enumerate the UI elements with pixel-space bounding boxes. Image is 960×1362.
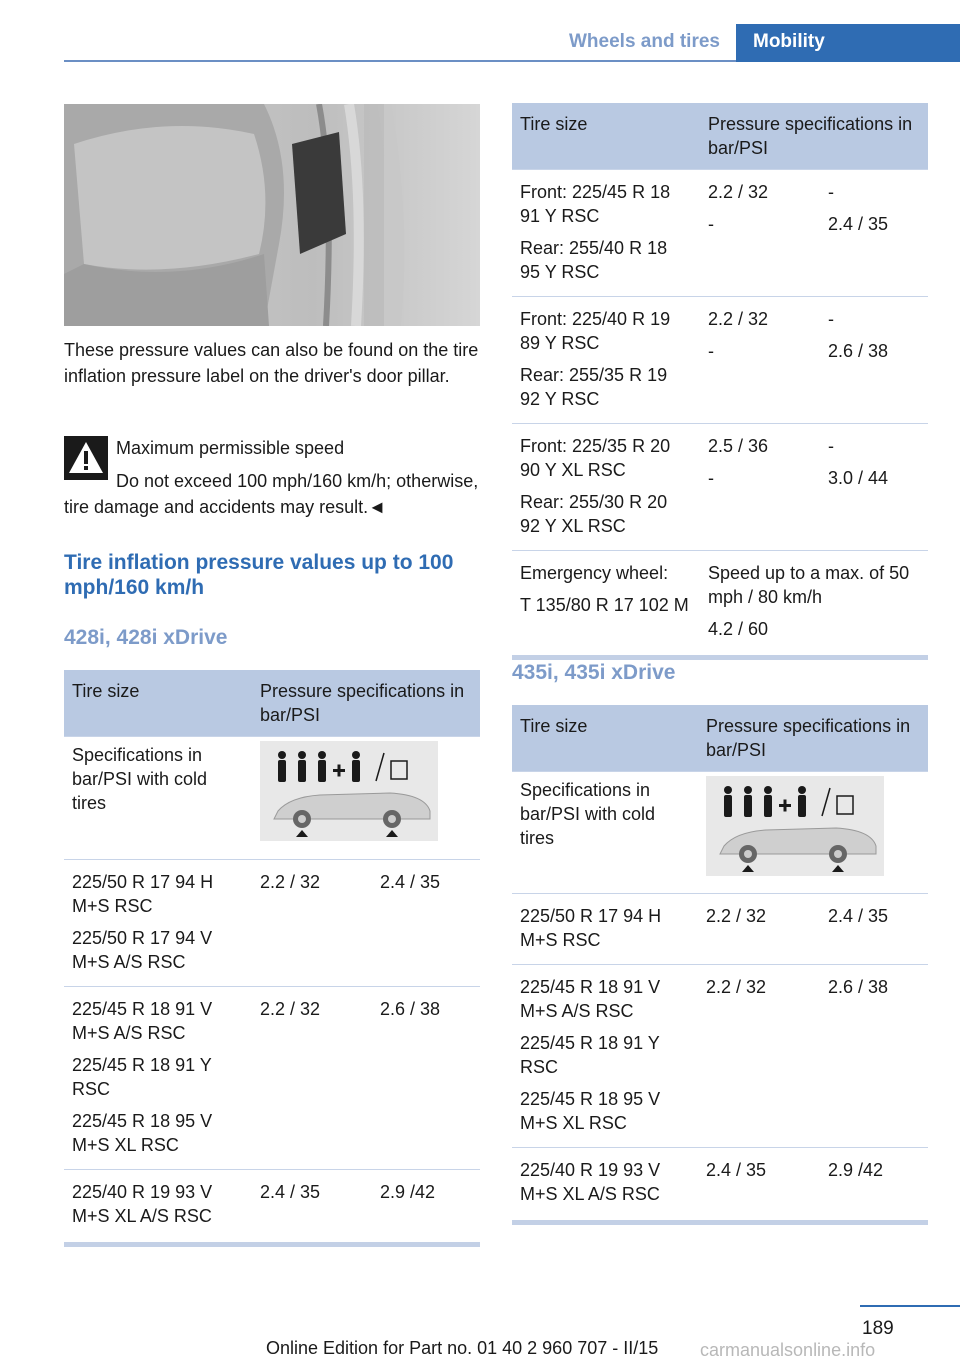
- page-number: 189: [862, 1318, 894, 1339]
- col-header-pressure: Pressure specifications in bar/PSI: [252, 670, 480, 737]
- table-row: 225/50 R 17 94 H M+S RSC 225/50 R 17 94 V M+S A/S RSC 2.2 / 32 2.4 / 35: [64, 860, 480, 987]
- load-pictogram: [706, 776, 884, 876]
- warning-text: Do not exceed 100 mph/160 km/h; otherwise, tire damage and accidents may result.◄: [64, 471, 479, 517]
- door-pillar-photo: [64, 104, 480, 326]
- pressure-table-428: [64, 670, 480, 1247]
- watermark: carmanualsonline.info: [700, 1340, 876, 1360]
- table-end-rule: [64, 1242, 480, 1247]
- col-header-pressure: Pressure specifications in bar/PSI: [698, 705, 928, 772]
- table-row: 225/45 R 18 91 V M+S A/S RSC 225/45 R 18 91 Y RSC 225/45 R 18 95 V M+S XL RSC 2.2 / 32 2.6 / 38: [512, 965, 928, 1148]
- table-end-rule: [512, 1220, 928, 1225]
- table-row: 225/45 R 18 91 V M+S A/S RSC 225/45 R 18 91 Y RSC 225/45 R 18 95 V M+S XL RSC 2.2 / 32 2.6 / 38: [64, 987, 480, 1170]
- table-row: Front: 225/35 R 20 90 Y XL RSC Rear: 255/30 R 20 92 Y XL RSC 2.5 / 36 - - 3.0 / 44: [512, 424, 928, 551]
- col-header-tire-size: Tire size: [512, 705, 698, 772]
- edition-note: Online Edition for Part no. 01 40 2 960 707 - II/15: [266, 1338, 659, 1358]
- section-heading: Tire inflation pressure values up to 100 mph/160 km/h: [64, 551, 454, 599]
- load-pictogram: [260, 741, 438, 841]
- chapter-tab[interactable]: Mobility: [736, 24, 960, 62]
- spec-label: Specifications in bar/PSI with cold tires: [512, 772, 698, 894]
- section-title: Wheels and tires: [569, 31, 720, 52]
- pressure-table-staggered: [512, 103, 928, 660]
- table-row: 225/50 R 17 94 H M+S RSC 2.2 / 32 2.4 / 35: [512, 894, 928, 965]
- warning-title: Maximum permissible speed: [116, 438, 345, 458]
- col-header-tire-size: Tire size: [512, 103, 700, 170]
- spec-label: Specifications in bar/PSI with cold tires: [64, 737, 252, 860]
- col-header-tire-size: Tire size: [64, 670, 252, 737]
- table-row: Front: 225/40 R 19 89 Y RSC Rear: 255/35 R 19 92 Y RSC 2.2 / 32 - - 2.6 / 38: [512, 297, 928, 424]
- table-row: 225/40 R 19 93 V M+S XL A/S RSC 2.4 / 35 2.9 /42: [512, 1148, 928, 1221]
- header-rule: [64, 60, 736, 62]
- table-end-rule: [512, 655, 928, 660]
- table-row: Front: 225/45 R 18 91 Y RSC Rear: 255/40 R 18 95 Y RSC 2.2 / 32 - - 2.4 / 35: [512, 170, 928, 297]
- pressure-table-435: [512, 705, 928, 1225]
- col-header-pressure: Pressure specifications in bar/PSI: [700, 103, 928, 170]
- table-435-title: 435i, 435i xDrive: [512, 661, 676, 684]
- footer-rule: [860, 1305, 960, 1307]
- intro-paragraph: These pressure values can also be found on the tire inflation pressure label on the driver's door pillar.: [64, 340, 479, 386]
- table-row-emergency: Emergency wheel: T 135/80 R 17 102 M Speed up to a max. of 50 mph / 80 km/h 4.2 / 60: [512, 551, 928, 656]
- table-row: 225/40 R 19 93 V M+S XL A/S RSC 2.4 / 35 2.9 /42: [64, 1170, 480, 1243]
- table-428-title: 428i, 428i xDrive: [64, 626, 228, 649]
